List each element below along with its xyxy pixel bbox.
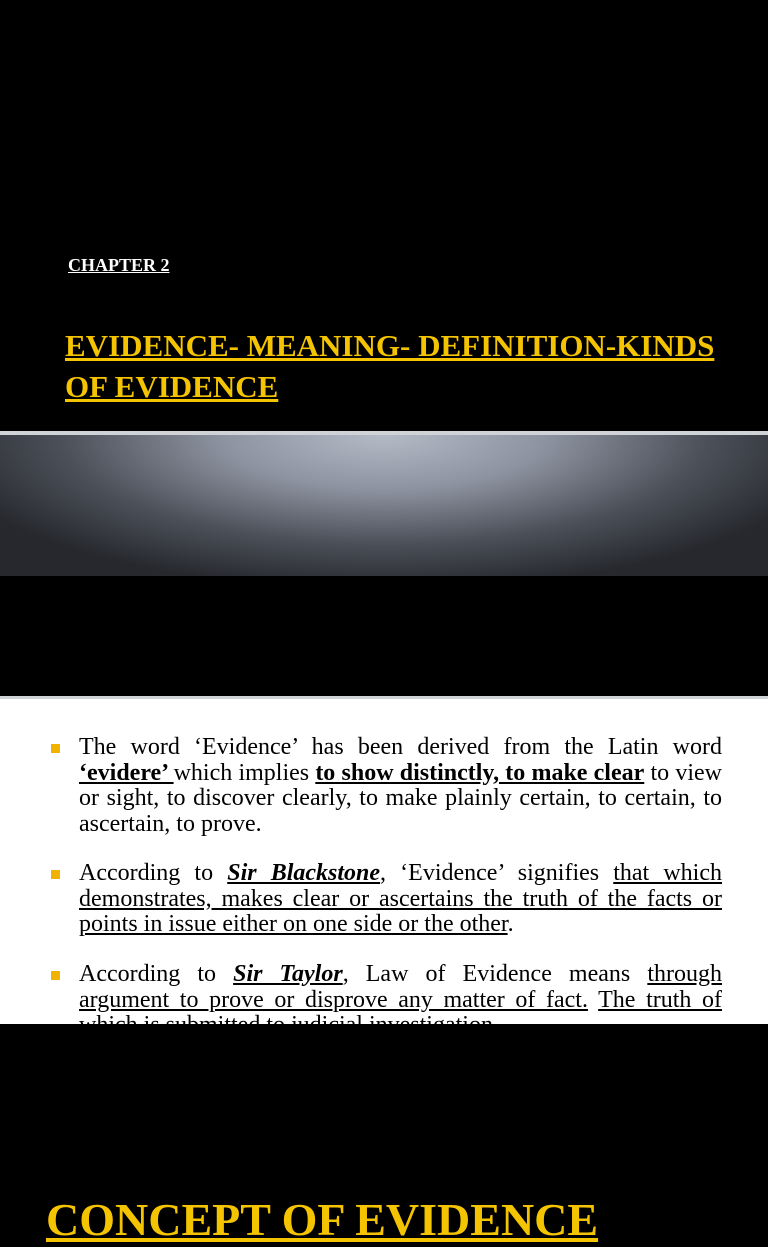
content-area [0, 696, 768, 1038]
text-run: According to [79, 860, 228, 886]
text-run: According to [79, 961, 234, 987]
bullet-text [79, 735, 722, 837]
underlined-text: that which demonstrates, makes clear or ascertains the truth of the facts or points in issue either on one side or the other [79, 860, 722, 937]
text-run: . [507, 911, 514, 937]
slide-gradient-band [0, 435, 768, 576]
text-run: to view or sight, to discover clearly, to make plainly certain, to certain, to ascertain, to prove. [79, 759, 722, 837]
bullet-square-icon [51, 971, 60, 980]
emphasis-text: to show distinctly, to make clear [315, 759, 645, 786]
title-slide [0, 0, 768, 432]
bullet-square-icon [51, 870, 60, 879]
text-run [588, 987, 598, 1013]
concept-title: CONCEPT OF EVIDENCE [46, 1194, 599, 1245]
chapter-label: CHAPTER 2 [68, 255, 170, 275]
text-run: which implies [173, 759, 316, 786]
text-run: The word ‘Evidence’ has been derived from the Latin word [79, 734, 722, 760]
author-name: Sir Taylor [233, 961, 343, 987]
bullet-text [79, 861, 722, 938]
text-run: , Law of Evidence means [342, 961, 648, 987]
text-run: , ‘Evidence’ signifies [380, 860, 614, 886]
bullet-text [79, 962, 722, 1039]
underlined-text: The truth of which is submitted to judicial investigation [79, 986, 722, 1038]
slide-title: EVIDENCE- MEANING- DEFINITION-KINDS OF EVIDENCE [65, 328, 715, 404]
latin-term: ‘evidere’ [79, 759, 174, 786]
bullet-square-icon [51, 744, 60, 753]
underlined-text: through argument to prove or disprove any matter of fact. [79, 961, 722, 1013]
author-name: Sir Blackstone [227, 860, 381, 886]
